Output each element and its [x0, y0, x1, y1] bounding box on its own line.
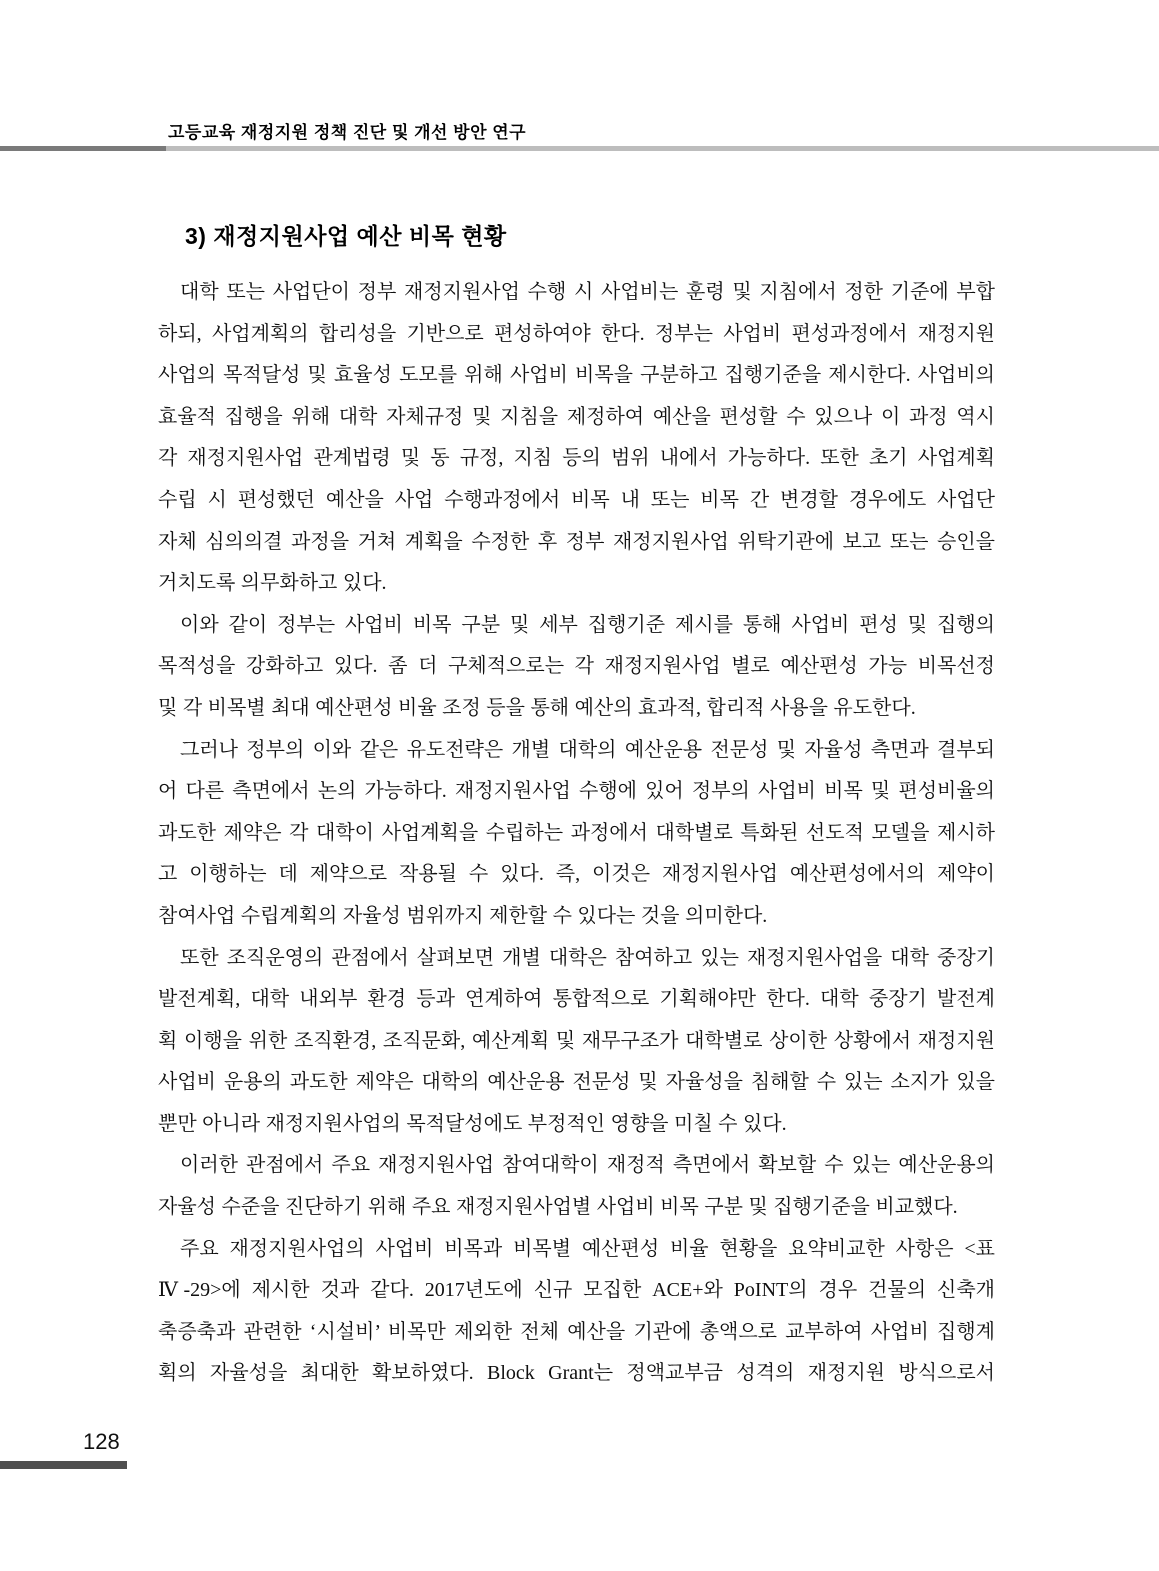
text-line: 주요 재정지원사업의 사업비 비목과 비목별 예산편성 비율 현황을 요약비교한 사항은 <표	[180, 1237, 995, 1260]
text-line: 참여사업 수립계획의 자율성 범위까지 제한할 수 있다는 것을 의미한다.	[158, 904, 768, 927]
text-line: 과도한 제약은 각 대학이 사업계획을 수립하는 과정에서 대학별로 특화된 선도적 모델을 제시하	[158, 821, 995, 844]
text-line: 획 이행을 위한 조직환경, 조직문화, 예산계획 및 재무구조가 대학별로 상이한 상황에서 재정지원	[158, 1029, 995, 1052]
header-rule-light-segment	[166, 146, 1159, 151]
text-line: 이와 같이 정부는 사업비 비목 구분 및 세부 집행기준 제시를 통해 사업비 편성 및 집행의	[180, 613, 995, 636]
text-line: 자체 심의의결 과정을 거쳐 계획을 수정한 후 정부 재정지원사업 위탁기관에 보고 또는 승인을	[158, 530, 995, 553]
paragraph	[158, 730, 995, 938]
text-line: 대학 또는 사업단이 정부 재정지원사업 수행 시 사업비는 훈령 및 지침에서 정한 기준에 부합	[180, 281, 995, 303]
text-line: 축증축과 관련한 ‘시설비’ 비목만 제외한 전체 예산을 기관에 총액으로 교부하여 사업비 집행계	[158, 1320, 995, 1343]
text-line: 거치도록 의무화하고 있다.	[158, 572, 387, 595]
text-line: 어 다른 측면에서 논의 가능하다. 재정지원사업 수행에 있어 정부의 사업비 비목 및 편성비율의	[158, 780, 995, 803]
running-head: 고등교육 재정지원 정책 진단 및 개선 방안 연구	[168, 123, 527, 142]
text-line: 획의 자율성을 최대한 확보하였다. Block Grant는 정액교부금 성격의 재정지원 방식으로서	[158, 1362, 995, 1385]
page-number: 128	[83, 1429, 120, 1454]
body-text	[158, 272, 995, 1395]
text-line: 자율성 수준을 진단하기 위해 주요 재정지원사업별 사업비 비목 구분 및 집행기준을 비교했다.	[158, 1196, 958, 1219]
text-line: 발전계획, 대학 내외부 환경 등과 연계하여 통합적으로 기획해야만 한다. 대학 중장기 발전계	[158, 988, 995, 1011]
section-heading: 3) 재정지원사업 예산 비목 현황	[185, 223, 507, 249]
header-rule-dark-segment	[0, 146, 166, 151]
text-line: 목적성을 강화하고 있다. 좀 더 구체적으로는 각 재정지원사업 별로 예산편성 가능 비목선정	[158, 655, 995, 678]
paragraph	[158, 272, 995, 605]
paragraph	[158, 1145, 995, 1228]
paragraph	[158, 1229, 995, 1395]
footer-bar	[0, 1461, 127, 1469]
text-line: 각 재정지원사업 관계법령 및 동 규정, 지침 등의 범위 내에서 가능하다. 또한 초기 사업계획	[158, 447, 995, 470]
text-line: 사업비 운용의 과도한 제약은 대학의 예산운용 전문성 및 자율성을 침해할 수 있는 소지가 있을	[158, 1071, 995, 1094]
text-line: 이러한 관점에서 주요 재정지원사업 참여대학이 재정적 측면에서 확보할 수 있는 예산운용의	[180, 1154, 995, 1177]
text-line: 하되, 사업계획의 합리성을 기반으로 편성하여야 한다. 정부는 사업비 편성과정에서 재정지원	[158, 322, 995, 345]
text-line: 그러나 정부의 이와 같은 유도전략은 개별 대학의 예산운용 전문성 및 자율성 측면과 결부되	[180, 738, 995, 761]
text-line: 효율적 집행을 위해 대학 자체규정 및 지침을 제정하여 예산을 편성할 수 있으나 이 과정 역시	[158, 405, 995, 428]
text-line: 및 각 비목별 최대 예산편성 비율 조정 등을 통해 예산의 효과적, 합리적 사용을 유도한다.	[158, 696, 916, 719]
text-line: 뿐만 아니라 재정지원사업의 목적달성에도 부정적인 영향을 미칠 수 있다.	[158, 1112, 787, 1135]
text-line: 수립 시 편성했던 예산을 사업 수행과정에서 비목 내 또는 비목 간 변경할 경우에도 사업단	[158, 488, 995, 511]
paragraph	[158, 605, 995, 730]
paragraph	[158, 938, 995, 1146]
text-line: Ⅳ-29>에 제시한 것과 같다. 2017년도에 신규 모집한 ACE+와 PoINT의 경우 건물의 신축개	[158, 1279, 995, 1302]
text-line: 또한 조직운영의 관점에서 살펴보면 개별 대학은 참여하고 있는 재정지원사업을 대학 중장기	[180, 946, 995, 969]
text-line: 사업의 목적달성 및 효율성 도모를 위해 사업비 비목을 구분하고 집행기준을 제시한다. 사업비의	[158, 364, 995, 387]
text-line: 고 이행하는 데 제약으로 작용될 수 있다. 즉, 이것은 재정지원사업 예산편성에서의 제약이	[158, 863, 995, 886]
